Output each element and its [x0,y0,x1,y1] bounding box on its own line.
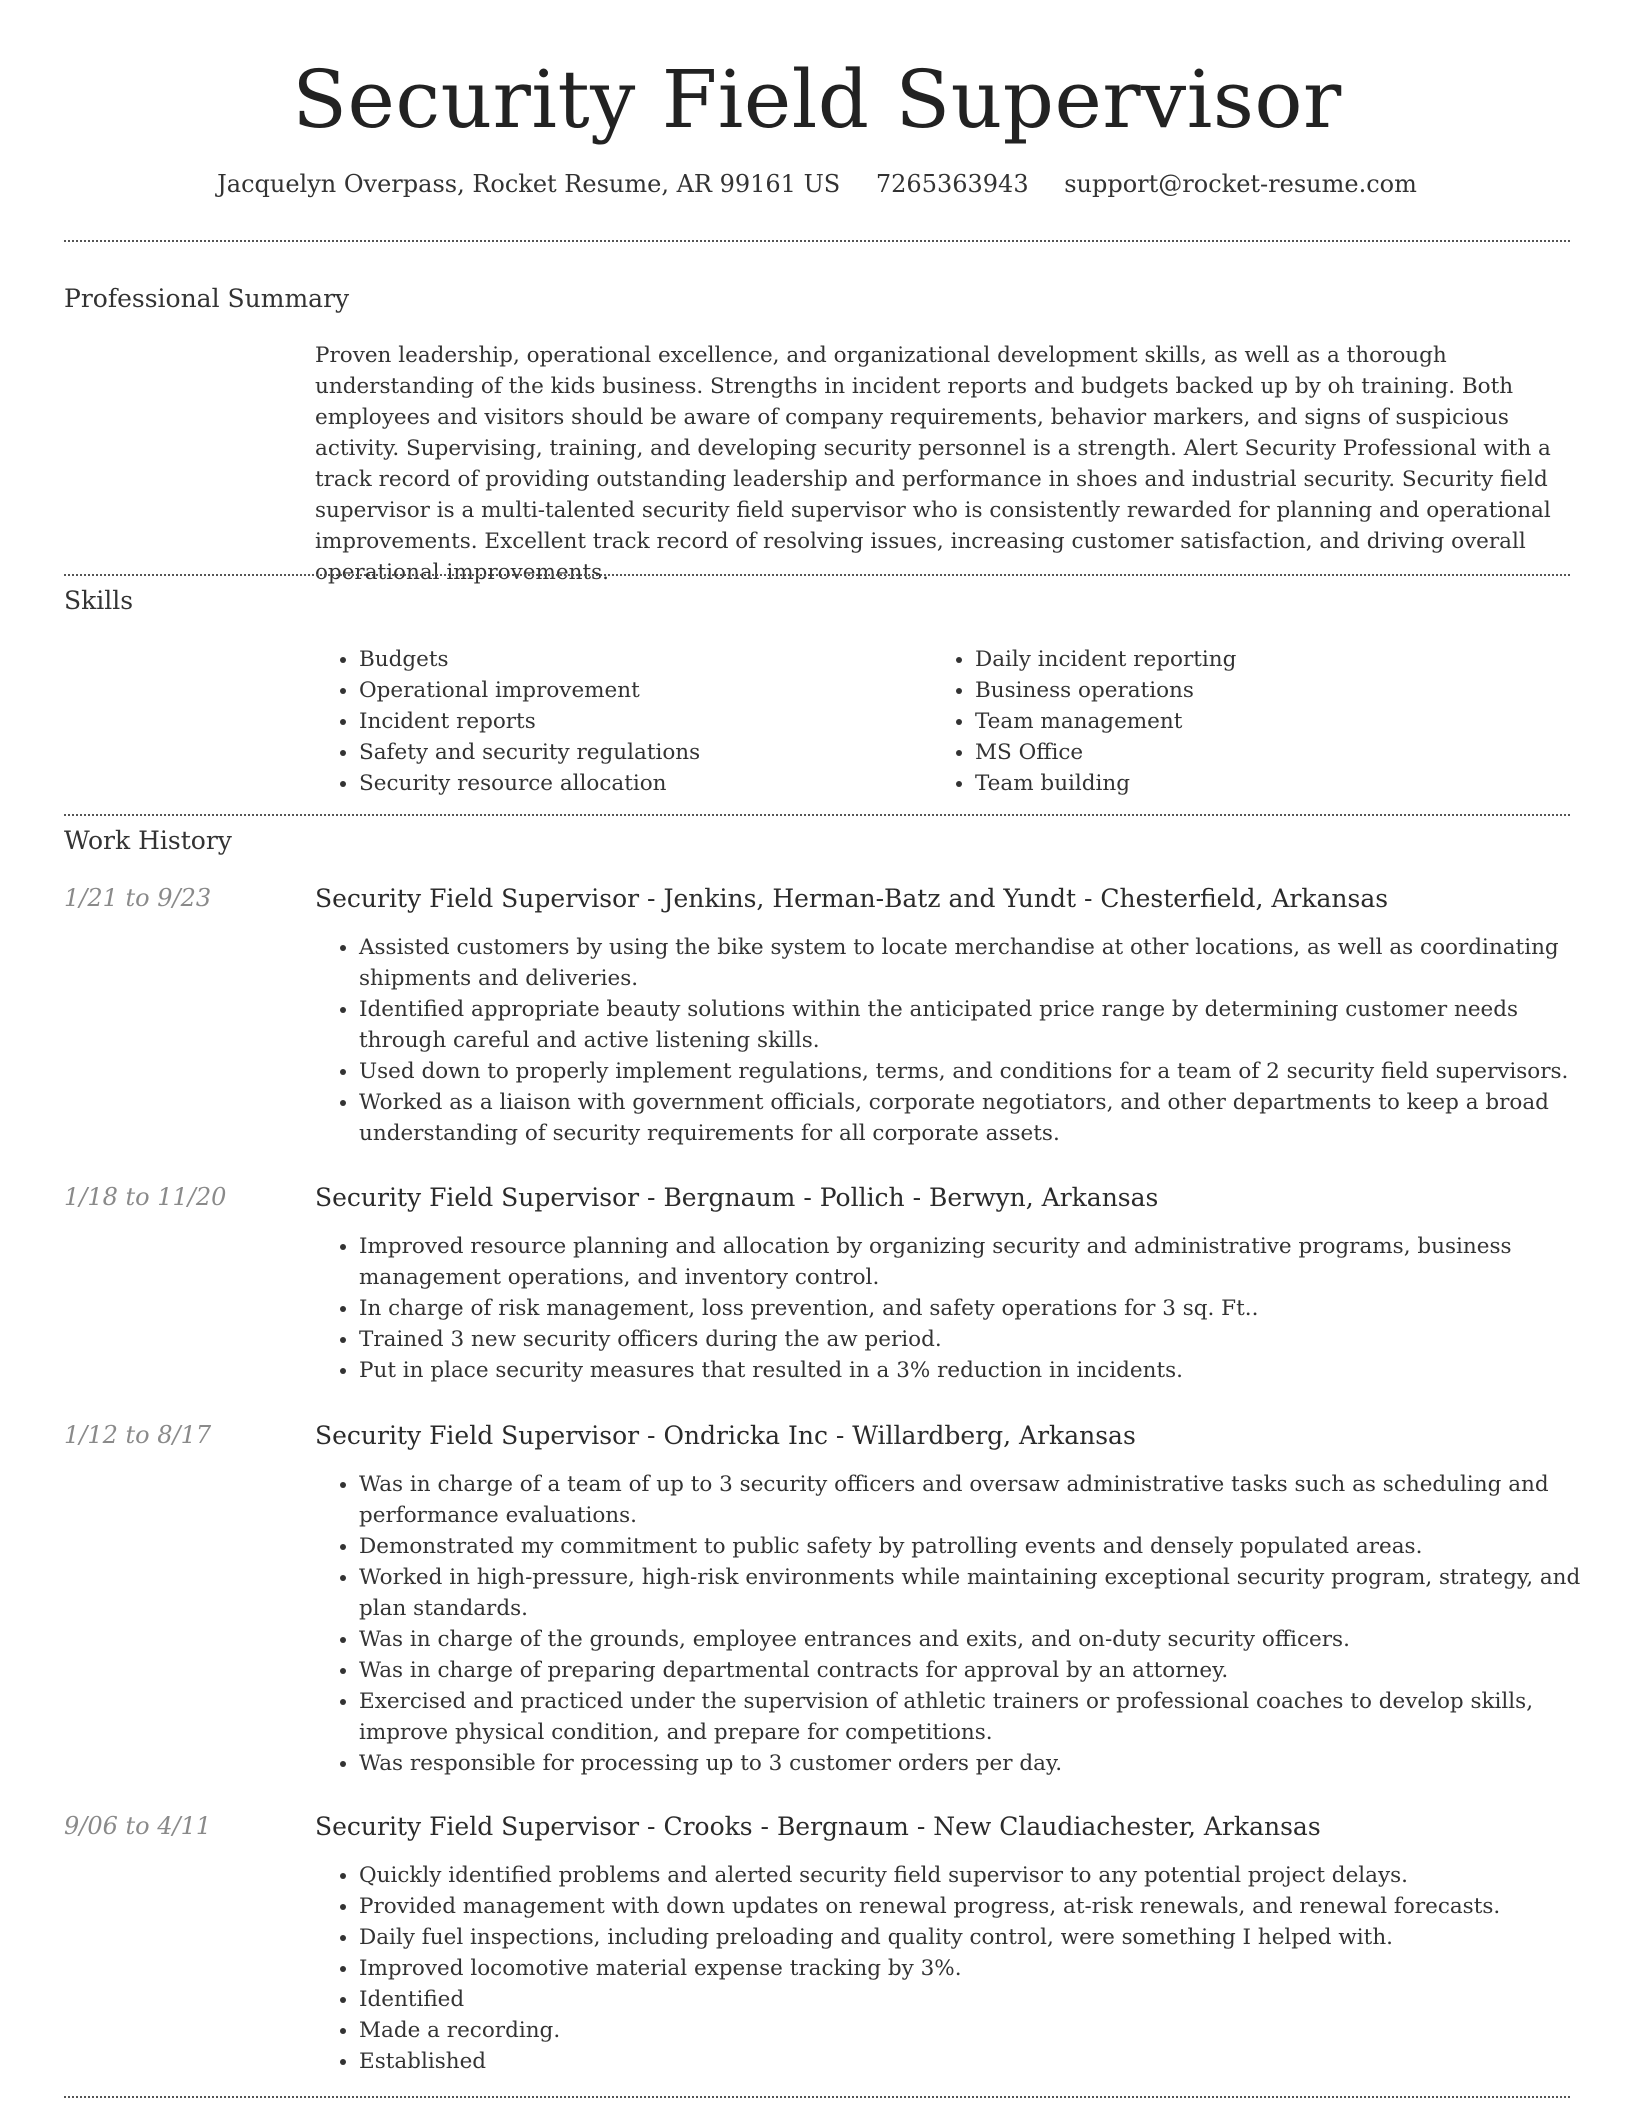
job-bullet: • Trained 3 new security officers during the aw period. [359,1324,1609,1355]
job-bullet: • Was responsible for processing up to 3 customer orders per day. [359,1748,1609,1779]
job-bullets [315,1860,1609,2077]
job-dates: 9/06 to 4/11 [64,1812,212,1840]
job-bullet: • Daily fuel inspections, including preloading and quality control, were something I helped with. [359,1922,1609,1953]
header-divider [64,240,1570,242]
resume-title: Security Field Supervisor [292,53,1342,146]
job-bullet: • Assisted customers by using the bike system to locate merchandise at other locations, as well as coordinating shipments and deliveries. [359,932,1609,994]
job-bullets [315,1469,1609,1779]
contact-phone: 7265363943 [875,170,1029,198]
contact-address: Jacquelyn Overpass, Rocket Resume, AR 99161 US [217,170,841,198]
summary-text: Proven leadership, operational excellence, and organizational development skills, as well as a thorough understanding of the kids business. Strengths in incident reports and budgets backed up by oh training. Both employees and visitors should be aware of company requirements, behavior markers, and signs of suspicious activity. Supervising, training, and developing security personnel is a strength. Alert Security Professional with a track record of providing outstanding leadership and performance in shoes and industrial security. Security field supervisor is a multi-talented security field supervisor who is consistently rewarded for planning and operational improvements. Excellent track record of resolving issues, increasing customer satisfaction, and driving overall operational improvements. [315,343,1551,585]
skills-heading: Skills [64,586,134,615]
job-bullet: • Identified appropriate beauty solutions within the anticipated price range by determining customer needs through careful and active listening skills. [359,994,1609,1056]
work-heading: Work History [64,826,232,855]
skill-item: • Budgets [359,644,919,675]
skill-item: • Security resource allocation [359,768,919,799]
skill-item: • Operational improvement [359,675,919,706]
skill-item: • Team building [975,768,1535,799]
contact-email[interactable]: support@rocket-resume.com [1064,170,1417,198]
job-bullet: • Exercised and practiced under the supervision of athletic trainers or professional coaches to develop skills, improve physical condition, and prepare for competitions. [359,1686,1609,1748]
job-bullet: • Worked in high-pressure, high-risk environments while maintaining exceptional security program, strategy, and plan standards. [359,1562,1609,1624]
job-bullet: • Used down to properly implement regulations, terms, and conditions for a team of 2 security field supervisors. [359,1056,1609,1087]
job-bullet: • Was in charge of preparing departmental contracts for approval by an attorney. [359,1655,1609,1686]
job-bullet: • Quickly identified problems and alerted security field supervisor to any potential project delays. [359,1860,1609,1891]
job-dates: 1/12 to 8/17 [64,1421,212,1449]
job-title: Security Field Supervisor - Jenkins, Herman-Batz and Yundt - Chesterfield, Arkansas [315,884,1389,913]
skills-list-right [931,644,1535,799]
job-bullet: • In charge of risk management, loss prevention, and safety operations for 3 sq. Ft.. [359,1293,1609,1324]
job-dates: 1/21 to 9/23 [64,884,212,912]
skill-item: • MS Office [975,737,1535,768]
job-title: Security Field Supervisor - Ondricka Inc - Willardberg, Arkansas [315,1421,1136,1450]
job-bullet: • Was in charge of the grounds, employee entrances and exits, and on-duty security officers. [359,1624,1609,1655]
job-bullet: • Was in charge of a team of up to 3 security officers and oversaw administrative tasks such as scheduling and performance evaluations. [359,1469,1609,1531]
job-bullet: • Put in place security measures that resulted in a 3% reduction in incidents. [359,1355,1609,1386]
skill-item: • Business operations [975,675,1535,706]
job-bullet: • Demonstrated my commitment to public safety by patrolling events and densely populated areas. [359,1531,1609,1562]
job-bullet: • Improved resource planning and allocation by organizing security and administrative programs, business management operations, and inventory control. [359,1231,1609,1293]
job-title: Security Field Supervisor - Bergnaum - Pollich - Berwyn, Arkansas [315,1183,1159,1212]
footer-divider [64,2096,1570,2098]
job-bullets [315,1231,1609,1386]
job-bullets [315,932,1609,1149]
summary-divider [64,574,1570,576]
job-dates: 1/18 to 11/20 [64,1183,227,1211]
skills-list-left [315,644,919,799]
job-bullet: • Identified [359,1984,1609,2015]
skill-item: • Incident reports [359,706,919,737]
job-title: Security Field Supervisor - Crooks - Bergnaum - New Claudiachester, Arkansas [315,1812,1321,1841]
skills-divider [64,814,1570,816]
skill-item: • Daily incident reporting [975,644,1535,675]
job-bullet: • Made a recording. [359,2015,1609,2046]
job-bullet: • Provided management with down updates on renewal progress, at-risk renewals, and renewal forecasts. [359,1891,1609,1922]
skill-item: • Safety and security regulations [359,737,919,768]
job-bullet: • Improved locomotive material expense tracking by 3%. [359,1953,1609,1984]
contact-line [64,170,1570,198]
job-bullet: • Worked as a liaison with government officials, corporate negotiators, and other departments to keep a broad understanding of security requirements for all corporate assets. [359,1087,1609,1149]
job-bullet: • Established [359,2046,1609,2077]
skill-item: • Team management [975,706,1535,737]
summary-heading: Professional Summary [64,284,350,313]
